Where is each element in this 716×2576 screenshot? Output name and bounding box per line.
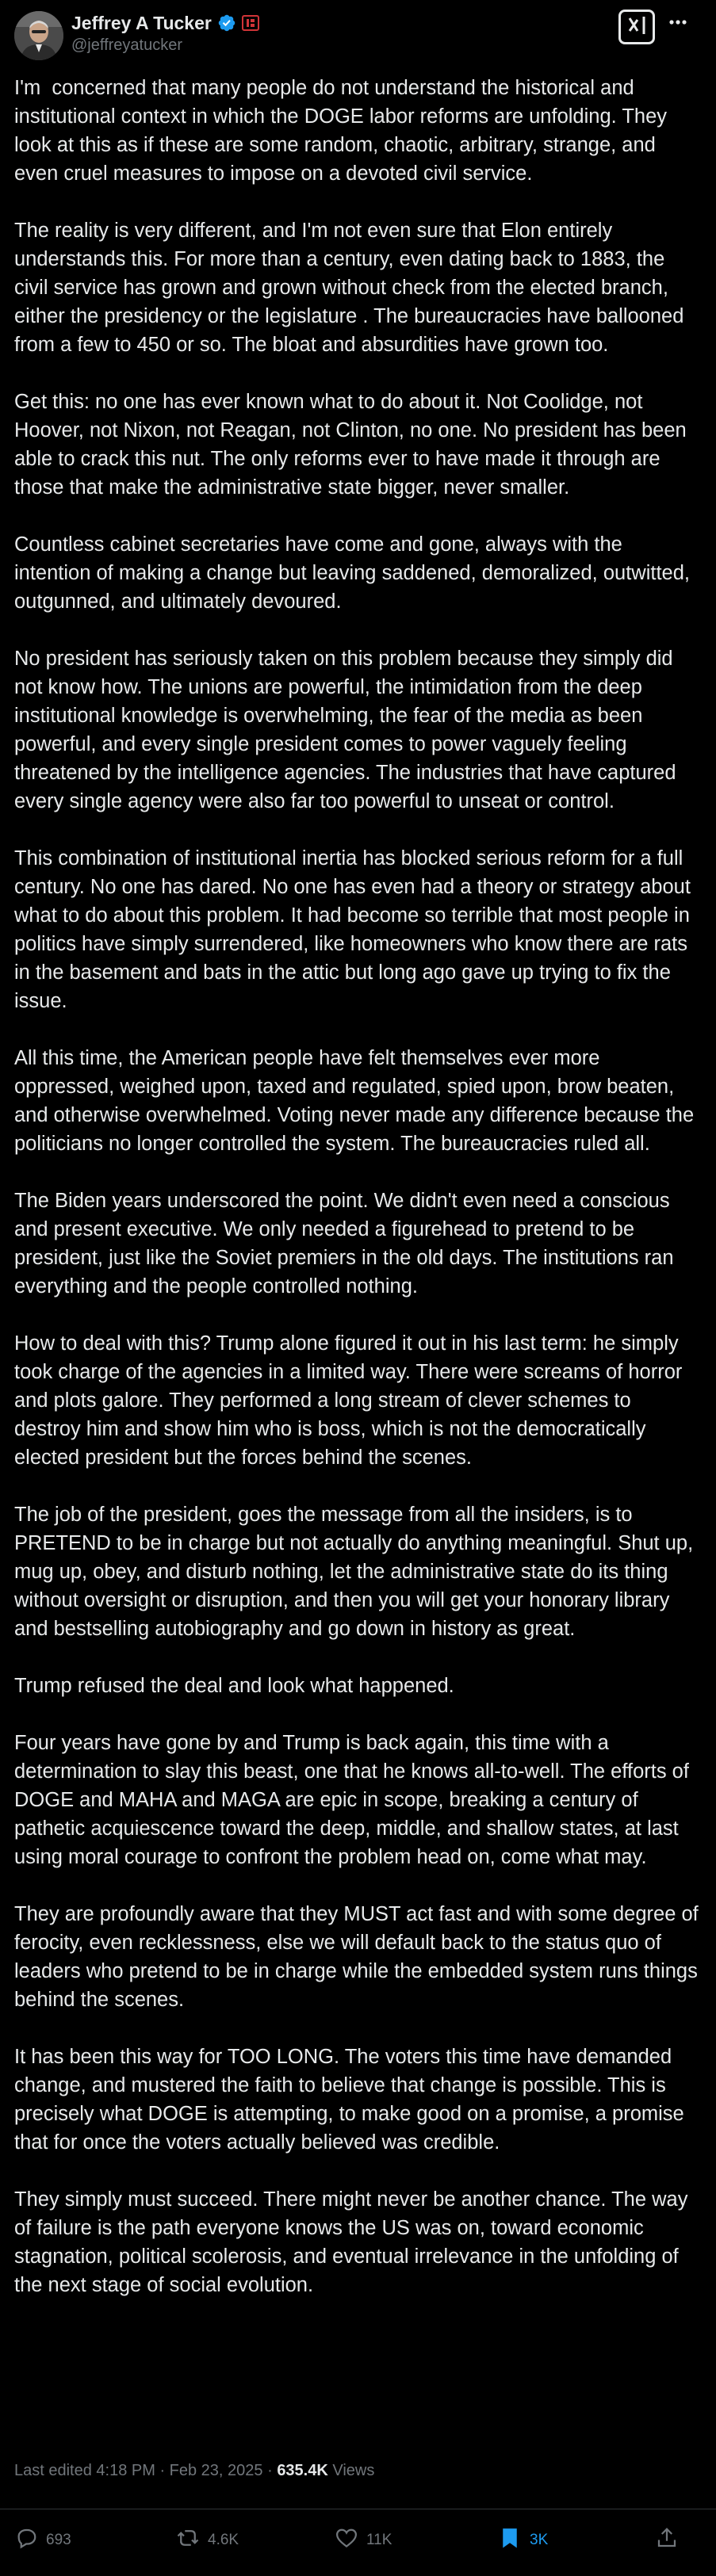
like-count: 11K bbox=[366, 2532, 392, 2548]
reply-icon bbox=[14, 2526, 38, 2555]
bookmark-count: 3K bbox=[530, 2532, 549, 2548]
avatar[interactable] bbox=[14, 11, 63, 60]
bookmark-button[interactable] bbox=[498, 2517, 548, 2564]
post-header bbox=[0, 0, 716, 79]
post-paragraph: The reality is very different, and I'm not even sure that Elon entirely understands this. For more than a century, even dating back to 1883, the civil service has grown and grown without check from the elected branch, either the presidency or the legislature . The bureaucracies have ballooned from a few to 450 or so. The bloat and absurdities have grown too. bbox=[14, 220, 690, 356]
author-name-row bbox=[71, 11, 259, 35]
post-paragraph: No president has seriously taken on this problem because they simply did not know how. The unions are powerful, the intimidation from the deep institutional knowledge is overwhelming, the fear of the media as been powerful, and every single president comes to power vaguely feeling threatened by the intelligence agencies. The industries that have captured every single agency were also far too powerful to unseat or control. bbox=[14, 648, 682, 812]
edited-timestamp[interactable]: Last edited 4:18 PM · Feb 23, 2025 · bbox=[14, 2462, 278, 2479]
views-count: 635.4K bbox=[277, 2462, 328, 2479]
post-paragraph: It has been this way for TOO LONG. The voters this time have demanded change, and mustered the faith to believe that change is possible. This is precisely what DOGE is attempting, to make good on a promise, a promise that for once the voters actually believed was credible. bbox=[14, 2046, 690, 2154]
more-options-button[interactable] bbox=[666, 11, 690, 41]
author-handle[interactable]: @jeffreyatucker bbox=[71, 36, 182, 54]
bookmark-icon bbox=[498, 2526, 522, 2555]
post-text bbox=[14, 74, 703, 2328]
author-name[interactable]: Jeffrey A Tucker bbox=[71, 12, 212, 33]
post-paragraph: Four years have gone by and Trump is back again, this time with a determination to slay this beast, one that he knows all-to-well. The efforts of DOGE and MAHA and MAGA are epic in scope, breaking a century of pathetic acquiescence toward the deep, middle, and shallow states, at last using moral courage to confront the problem head on, come what may. bbox=[14, 1732, 695, 1868]
heart-icon bbox=[335, 2526, 358, 2555]
post-paragraph: How to deal with this? Trump alone figured it out in his last term: he simply took charge of the agencies in a limited way. There were screams of horror and plots galore. They performed a long stream of clever schemes to destroy him and show him who is boss, which is not the democratically elected president but the forces behind the scenes. bbox=[14, 1332, 688, 1469]
post-paragraph: The Biden years underscored the point. We didn't even need a conscious and present executive. We only needed a figurehead to pretend to be president, just like the Soviet premiers in the old days. The institutions ran everything and the people controlled nothing. bbox=[14, 1190, 680, 1298]
repost-count: 4.6K bbox=[208, 2532, 239, 2548]
post-paragraph: This combination of institutional inertia has blocked serious reform for a full century. No one has dared. No one has even had a theory or strategy about what to do about this problem. It had become so terrible that most people in politics have simply surrendered, like homeowners who know there are rats in the basement and bats in the attic but long ago gave up trying to fix the issue. bbox=[14, 847, 696, 1012]
affiliation-badge-icon[interactable] bbox=[242, 15, 259, 31]
action-bar bbox=[0, 2517, 716, 2564]
post-paragraph: The job of the president, goes the message from all the insiders, is to PRETEND to be in charge but not actually do anything meaningful. Shut up, mug up, obey, and disturb nothing, let the administrative state do its thing without oversight or disruption, and then you will get your honorary library and bestselling autobiography and go down in history as great. bbox=[14, 1504, 699, 1640]
post-paragraph: Get this: no one has ever known what to do about it. Not Coolidge, not Hoover, not Nixon, not Reagan, not Clinton, no one. No president has been able to crack this nut. The only reforms ever to have made it through are those that make the administrative state bigger, never smaller. bbox=[14, 391, 692, 499]
share-button[interactable] bbox=[655, 2517, 679, 2564]
grok-icon bbox=[625, 13, 649, 41]
views-label: Views bbox=[327, 2462, 375, 2479]
repost-icon bbox=[176, 2526, 200, 2555]
repost-button[interactable] bbox=[176, 2517, 239, 2564]
post-paragraph: They simply must succeed. There might never be another chance. The way of failure is the path everyone knows the US was on, toward economic stagnation, political scolerosis, and eventual irrelevance in the unfolding of the next stage of social evolution. bbox=[14, 2188, 694, 2296]
like-button[interactable] bbox=[335, 2517, 392, 2564]
post-paragraph: Countless cabinet secretaries have come and gone, always with the intention of making a change but leaving saddened, demoralized, outwitted, outgunned, and ultimately devoured. bbox=[14, 533, 696, 613]
reply-count: 693 bbox=[46, 2532, 71, 2548]
post-paragraph: I'm concerned that many people do not understand the historical and institutional context in which the DOGE labor reforms are unfolding. They look at this as if these are some random, chaotic, arbitrary, strange, and even cruel measures to impose on a devoted civil service. bbox=[14, 77, 673, 185]
verified-badge-icon bbox=[217, 13, 236, 32]
post-paragraph: They are profoundly aware that they MUST act fast and with some degree of ferocity, even recklessness, else we will default back to the status quo of leaders who pretend to be in charge while the embedded system runs things behind the scenes. bbox=[14, 1903, 704, 2011]
more-icon bbox=[667, 14, 689, 38]
post-paragraph: All this time, the American people have felt themselves ever more oppressed, weighed upon, taxed and regulated, spied upon, brow beaten, and otherwise overwhelmed. Voting never made any difference because the politicians no longer controlled the system. The bureaucracies ruled all. bbox=[14, 1047, 700, 1155]
post-meta bbox=[14, 2462, 374, 2480]
grok-button[interactable] bbox=[618, 10, 655, 44]
post-paragraph: Trump refused the deal and look what happened. bbox=[14, 1675, 454, 1697]
share-icon bbox=[655, 2526, 679, 2555]
reply-button[interactable] bbox=[14, 2517, 71, 2564]
